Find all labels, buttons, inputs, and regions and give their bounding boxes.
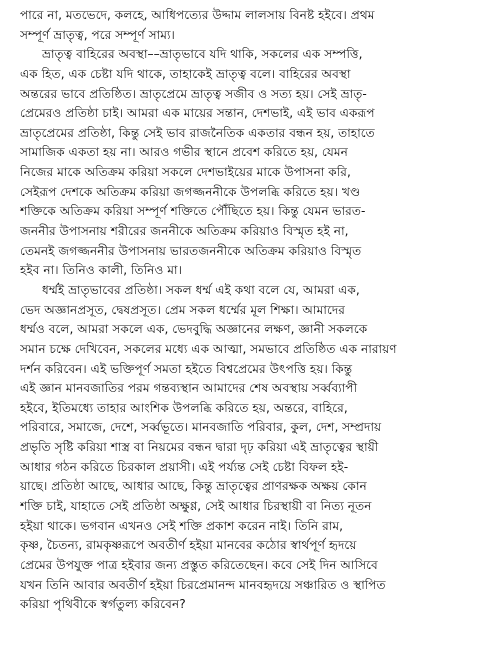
text-line: আধার গঠন করিতে চিরকাল প্রয়াসী। এই পর্য্যন্ত সেই চেষ্টা বিফল হই- [20, 459, 349, 474]
text-line: পরিবারে, সমাজে, দেশে, সর্ব্বভূতে। মানবজাতি পরিবার, কুল, দেশ, সম্প্রদায় [20, 420, 382, 435]
text-line: অন্তরের ভাবে প্রতিষ্ঠিত। ভ্রাতৃপ্রেমে ভ্রাতৃত্ব সজীব ও সত্য হয়। সেই ভ্রাতৃ- [20, 86, 367, 101]
text-line: প্রেমেরও প্রতিষ্ঠা চাই। আমরা এক মায়ের সন্তান, দেশভাই, এই ভাব একরূপ [20, 106, 375, 121]
text-line: নিজের মাকে অতিক্রম করিয়া সকলে দেশভাইয়ের মাকে উপাসনা করি, [20, 165, 351, 180]
text-line: সামাজিক একতা হয় না। আরও গভীর স্থানে প্রবেশ করিতে হয়, যেমন [20, 145, 348, 160]
text-line: যখন তিনি আবার অবতীর্ণ হইয়া চিরপ্রেমানন্দ মানবহৃদয়ে সঞ্চারিত ও স্থাপিত [20, 577, 386, 592]
text-line: করিয়া পৃথিবীকে স্বর্গতুল্য করিবেন? [20, 597, 186, 612]
text-line: পারে না, মতভেদে, কলহে, আধিপত্যের উদ্দাম লালসায় বিনষ্ট হইবে। প্রথম [20, 8, 375, 22]
text-line: সেইরূপ দেশকে অতিক্রম করিয়া জগজ্জননীকে উপলব্ধি করিতে হয়। খণ্ড [20, 184, 361, 199]
text-line: হইয়া থাকে। ভগবান এখনও সেই শক্তি প্রকাশ করেন নাই। তিনি রাম, [20, 518, 344, 533]
text-line: কৃষ্ণ, চৈতন্য, রামকৃষ্ণরূপে অবতীর্ণ হইয়া মানবের কঠোর স্বার্থপূর্ণ হৃদয়ে [20, 538, 357, 553]
text-line: ভ্রাতৃত্ব বাহিরের অবস্থা––ভ্রাতৃভাবে যদি থাকি, সকলের এক সম্পত্তি, [42, 47, 363, 62]
text-line: এই জ্ঞান মানবজাতির পরম গন্তব্যস্থান আমাদের শেষ অবস্থায় সর্ব্বব্যাপী [20, 381, 358, 396]
text-line: দর্শন করিবেন। এই ভক্তিপূর্ণ সমতা হইতে বিশ্বপ্রেমের উৎপত্তি হয়। কিন্তু [20, 361, 353, 376]
text-line: হইব না। তিনিও কালী, তিনিও মা। [20, 263, 182, 278]
text-line: হইবে, ইতিমধ্যে তাহার আংশিক উপলব্ধি করিতে হয়, অন্তরে, বাহিরে, [20, 400, 348, 415]
text-line: শক্তি চাই, যাহাতে সেই প্রতিষ্ঠা অক্ষুণ্ণ, সেই আধার চিরস্থায়ী বা নিত্য নূতন [20, 499, 372, 514]
text-line: শক্তিকে অতিক্রম করিয়া সম্পূর্ণ শক্তিতে পৌঁছিতে হয়। কিন্তু যেমন ভারত- [20, 204, 366, 219]
paragraph-1 [20, 6, 464, 45]
text-line: য়াছে। প্রতিষ্ঠা আছে, আধার আছে, কিন্তু ভ্রাতৃত্বের প্রাণরক্ষক অক্ষয় কোন [20, 479, 367, 494]
text-line: সম্পূর্ণ ভ্রাতৃত্ব, পরে সম্পূর্ণ সাম্য। [20, 27, 175, 42]
text-line: ভ্রাতৃপ্রেমের প্রতিষ্ঠা, কিন্তু সেই ভাব রাজনৈতিক একতার বন্ধন হয়, তাহাতে [20, 125, 375, 140]
text-line: ধর্ম্মই ভ্রাতৃভাবের প্রতিষ্ঠা। সকল ধর্ম্ম এই কথা বলে যে, আমরা এক, [42, 282, 360, 297]
text-line: তেমনই জগজ্জননীর উপাসনায় ভারতজননীকে অতিক্রম করিয়াও বিস্মৃত [20, 243, 362, 258]
text-line: প্রভৃতি সৃষ্টি করিয়া শাস্ত্র বা নিয়মের বন্ধন দ্বারা দৃঢ় করিয়া এই ভ্রাতৃত্বের স্থায়ী [20, 440, 379, 455]
paragraph-3 [20, 281, 464, 615]
text-line: এক হিত, এক চেষ্টা যদি থাকে, তাহাকেই ভ্রাতৃত্ব বলে। বাহিরের অবস্থা [20, 66, 351, 81]
text-line: ভেদ অজ্ঞানপ্রসূত, দ্বেষপ্রসূত। প্রেম সকল ধর্ম্মের মূল শিক্ষা। আমাদের [20, 302, 345, 317]
paragraph-2 [20, 45, 464, 281]
text-line: সমান চক্ষে দেখিবেন, সকলের মধ্যে এক আত্মা, সমভাবে প্রতিষ্ঠিত এক নারায়ণ [20, 341, 397, 356]
text-line: জননীর উপাসনায় শরীরের জননীকে অতিক্রম করিয়াও বিস্মৃত হই না, [20, 224, 349, 239]
text-line: প্রেমের উপযুক্ত পাত্র হইবার জন্য প্রস্তুত করিতেছেন। কবে সেই দিন আসিবে [20, 557, 378, 572]
text-line: ধর্ম্মও বলে, আমরা সকলে এক, ভেদবুদ্ধি অজ্ঞানের লক্ষণ, জ্ঞানী সকলকে [20, 322, 368, 337]
